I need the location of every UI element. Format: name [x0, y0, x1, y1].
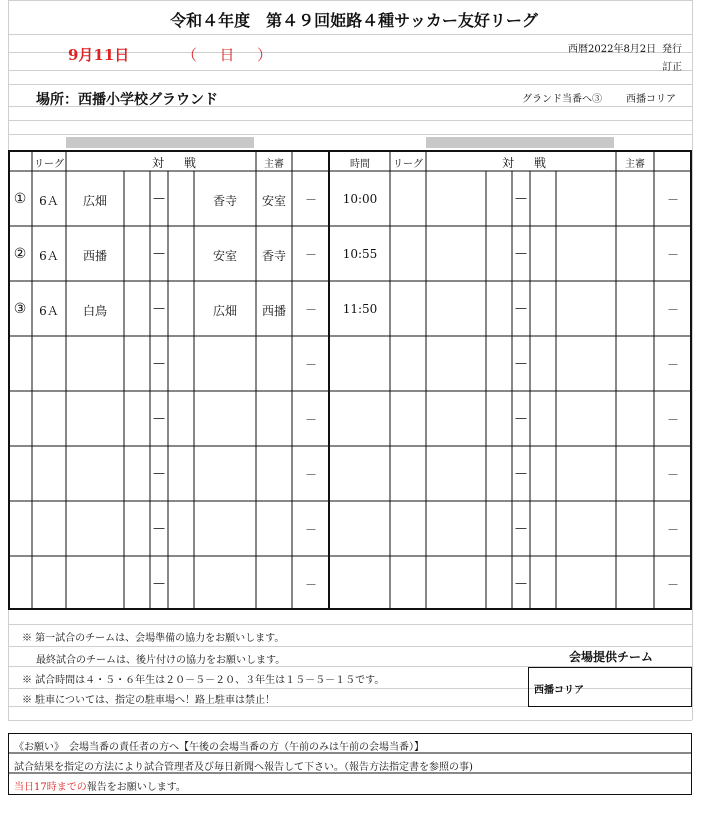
request-line-2: 試合結果を指定の方法により試合管理者及び毎日新聞へ報告して下さい。（報告方法指定書を参照の事) — [14, 762, 473, 773]
dash-mark: － — [304, 523, 317, 537]
note-1: ※ 第一試合のチームは、会場準備の協力をお願いします。 — [22, 633, 285, 644]
dash-mark: － — [304, 193, 317, 207]
dash-mark: — — [515, 301, 527, 315]
note-3: ※ 試合時間は４・５・６年生は２０－５－２０、３年生は１５－５－１５です。 — [22, 675, 385, 686]
header-time: 時間 — [350, 159, 370, 170]
match-date: 9月11日 — [68, 46, 130, 64]
dash-mark: — — [153, 191, 165, 205]
ground-duty-text: グランド当番 — [522, 94, 582, 105]
match-number: ① — [13, 191, 27, 207]
request-line-3-rest: 報告をお願いします。 — [86, 782, 186, 793]
header-match-left-1: 対 — [152, 156, 165, 170]
referee: 香寺 — [261, 249, 286, 263]
home-team: 白鳥 — [82, 304, 107, 318]
dash-mark: － — [666, 578, 679, 592]
dash-mark: － — [666, 358, 679, 372]
dash-mark: － — [304, 303, 317, 317]
match-number: ② — [13, 246, 27, 262]
home-team: 西播 — [82, 249, 107, 263]
venue-team: 西播コリア — [534, 685, 584, 696]
match-league: 6Ａ — [39, 304, 59, 318]
dash-mark: — — [153, 246, 165, 260]
header-league-left: リーグ — [34, 159, 64, 170]
dash-mark: — — [515, 521, 527, 535]
dash-mark: － — [304, 413, 317, 427]
dash-mark: — — [515, 466, 527, 480]
issued-date: 西暦2022年8月2日 — [568, 44, 657, 55]
match-time: 10:55 — [342, 247, 378, 261]
dash-mark: — — [153, 356, 165, 370]
dash-mark: — — [153, 466, 165, 480]
dash-mark: － — [666, 468, 679, 482]
weekday-close: ） — [256, 46, 272, 64]
dash-mark: — — [153, 521, 165, 535]
away-team: 広畑 — [212, 304, 237, 318]
venue: 場所：西播小学校グラウンド — [36, 92, 218, 108]
dash-mark: － — [304, 358, 317, 372]
request-line-1: 《お願い》 会場当番の責任者の方へ【午後の会場当番の方（午前のみは午前の会場当番）】 — [14, 742, 424, 753]
referee: 安室 — [261, 194, 286, 208]
page-title: 令和４年度 第４９回姫路４種サッカー友好リーグ — [170, 11, 538, 30]
weekday-open: （ — [182, 46, 198, 64]
dash-mark: — — [515, 356, 527, 370]
note-4: ※ 駐車については、指定の駐車場へ！路上駐車は禁止！ — [22, 695, 275, 706]
away-team: 香寺 — [212, 194, 237, 208]
request-deadline: 当日17時までの — [14, 782, 87, 793]
note-2: 最終試合のチームは、後片付けの協力をお願いします。 — [36, 655, 286, 666]
dash-mark: － — [666, 303, 679, 317]
match-league: 6Ａ — [39, 249, 59, 263]
request-line-3 — [14, 778, 186, 793]
dash-mark: － — [666, 193, 679, 207]
away-team: 安室 — [212, 249, 237, 263]
revised-label: 訂正 — [662, 62, 682, 73]
dash-mark: — — [153, 411, 165, 425]
match-time: 11:50 — [342, 302, 378, 316]
referee: 西播 — [261, 304, 286, 318]
dash-mark: — — [153, 301, 165, 315]
match-league: 6Ａ — [39, 194, 59, 208]
dash-mark: — — [515, 411, 527, 425]
header-referee-left: 主審 — [264, 159, 284, 170]
header-league-right: リーグ — [393, 159, 423, 170]
header-match-left-2: 戦 — [184, 156, 197, 170]
dash-mark: — — [515, 246, 527, 260]
match-time: 10:00 — [342, 192, 378, 206]
dash-mark: － — [666, 248, 679, 262]
venue-team-label: 会場提供チーム — [568, 650, 653, 664]
issued-label: 発行 — [662, 44, 682, 55]
header-match-right-2: 戦 — [534, 156, 547, 170]
home-team: 広畑 — [82, 194, 107, 208]
dash-mark: — — [153, 576, 165, 590]
dash-mark: － — [666, 413, 679, 427]
header-referee-right: 主審 — [625, 159, 645, 170]
ground-duty-team: 西播コリア — [626, 94, 676, 105]
ground-duty-mark: へ③ — [582, 94, 602, 105]
match-number: ③ — [13, 301, 27, 317]
dash-mark: － — [304, 578, 317, 592]
dash-mark: － — [304, 248, 317, 262]
dash-mark: － — [304, 468, 317, 482]
dash-mark: — — [515, 576, 527, 590]
header-match-right-1: 対 — [502, 156, 515, 170]
dash-mark: — — [515, 191, 527, 205]
weekday-value: 日 — [219, 46, 235, 64]
dash-mark: － — [666, 523, 679, 537]
